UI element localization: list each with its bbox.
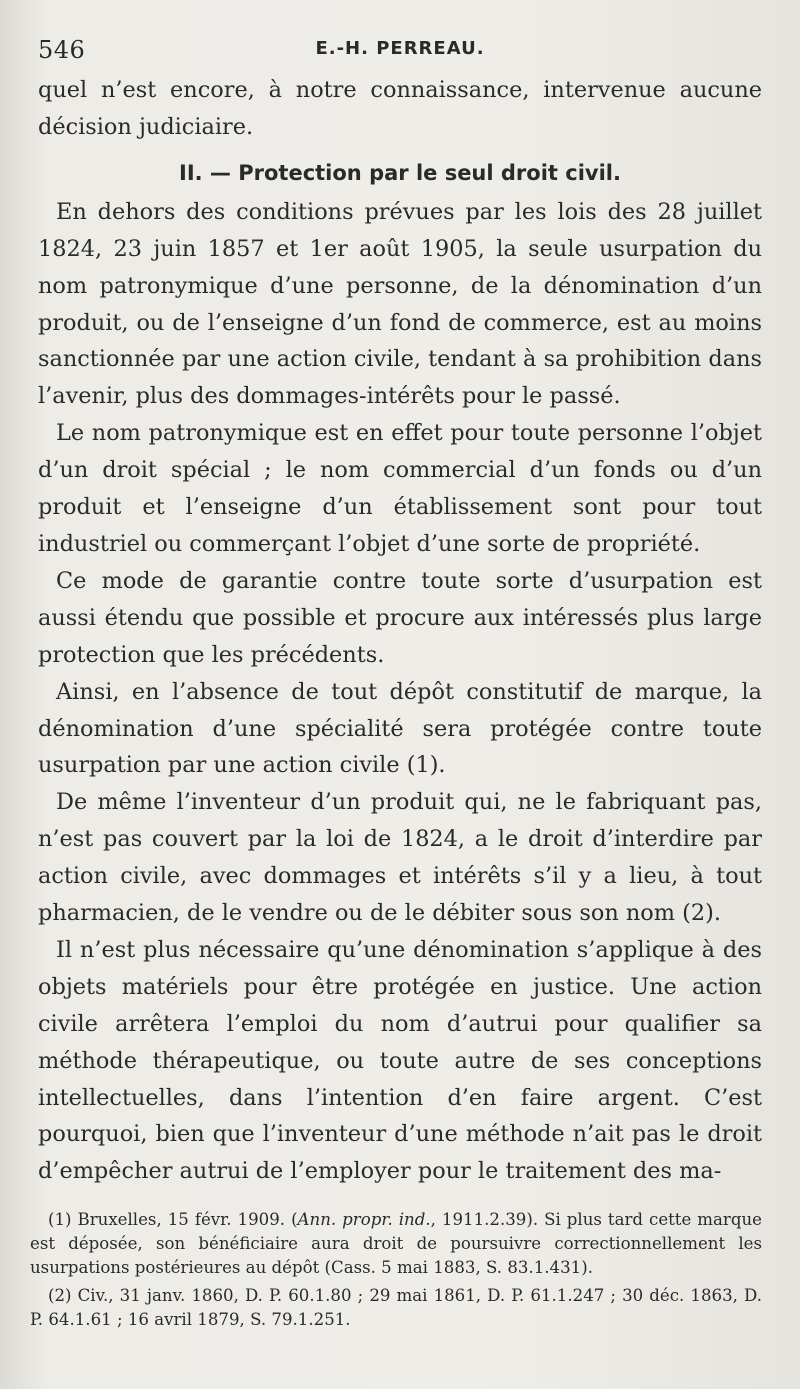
footnote-1-text-rest: , 1911.2.39). Si plus tard cette marque est déposée, son bénéficiaire aura droit de poursuivre correctionnellement les usurpations postérieures au dépôt (Cass. 5 mai 1883, S. 83.1.431). <box>30 1210 762 1277</box>
footnotes <box>30 1208 762 1336</box>
paragraph-continuation: quel n’est encore, à notre connaissance, intervenue aucune décision judiciaire. <box>38 77 762 140</box>
paragraph: Il n’est plus nécessaire qu’une dénomination s’applique à des objets matériels pour être protégée en justice. Une action civile arrêtera l’emploi du nom d’autrui pour qualifier sa méthode thérapeutique, ou toute autre de ses conceptions intellectuelles, dans l’intention d’en faire argent. C’est pourquoi, bien que l’inventeur d’une méthode n’ait pas le droit d’empêcher autrui de l’employer pour le traitement des ma- <box>38 936 762 1185</box>
footnote-1-text: (1) Bruxelles, 15 févr. 1909. ( <box>48 1210 298 1229</box>
footnote-2: (2) Civ., 31 janv. 1860, D. P. 60.1.80 ; 29 mai 1861, D. P. 61.1.247 ; 30 déc. 1863, D. P. 64.1.61 ; 16 avril 1879, S. 79.1.251. <box>30 1286 762 1329</box>
section-heading: II. — Protection par le seul droit civil. <box>179 160 621 185</box>
paragraph: Ce mode de garantie contre toute sorte d’usurpation est aussi étendu que possible et procure aux intéressés plus large protection que les précédents. <box>38 567 762 668</box>
footnote-1-journal: Ann. propr. ind. <box>297 1210 431 1229</box>
footnote-1 <box>30 1208 762 1280</box>
running-head: E.-H. PERREAU. <box>315 38 485 59</box>
paragraph: Le nom patronymique est en effet pour toute personne l’objet d’un droit spécial ; le nom commercial d’un fonds ou d’un produit et l’enseigne d’un établissement sont pour tout industriel ou commerçant l’objet d’une sorte de propriété. <box>38 420 762 557</box>
page-header <box>38 30 762 70</box>
main-text <box>38 72 762 1190</box>
page-number: 546 <box>38 36 86 64</box>
paragraph: En dehors des conditions prévues par les lois des 28 juillet 1824, 23 juin 1857 et 1er août 1905, la seule usurpation du nom patronymique d’une personne, de la dénomination d’un produit, ou de l’enseigne d’un fond de commerce, est au moins sanctionnée par une action civile, tendant à sa prohibition dans l’avenir, plus des dommages-intérêts pour le passé. <box>38 198 762 410</box>
paragraph: De même l’inventeur d’un produit qui, ne le fabriquant pas, n’est pas couvert par la loi de 1824, a le droit d’interdire par action civile, avec dommages et intérêts s’il y a lieu, à tout pharmacien, de le vendre ou de le débiter sous son nom (2). <box>38 789 762 927</box>
paragraph: Ainsi, en l’absence de tout dépôt constitutif de marque, la dénomination d’une spécialité sera protégée contre toute usurpation par une action civile (1). <box>38 678 762 779</box>
